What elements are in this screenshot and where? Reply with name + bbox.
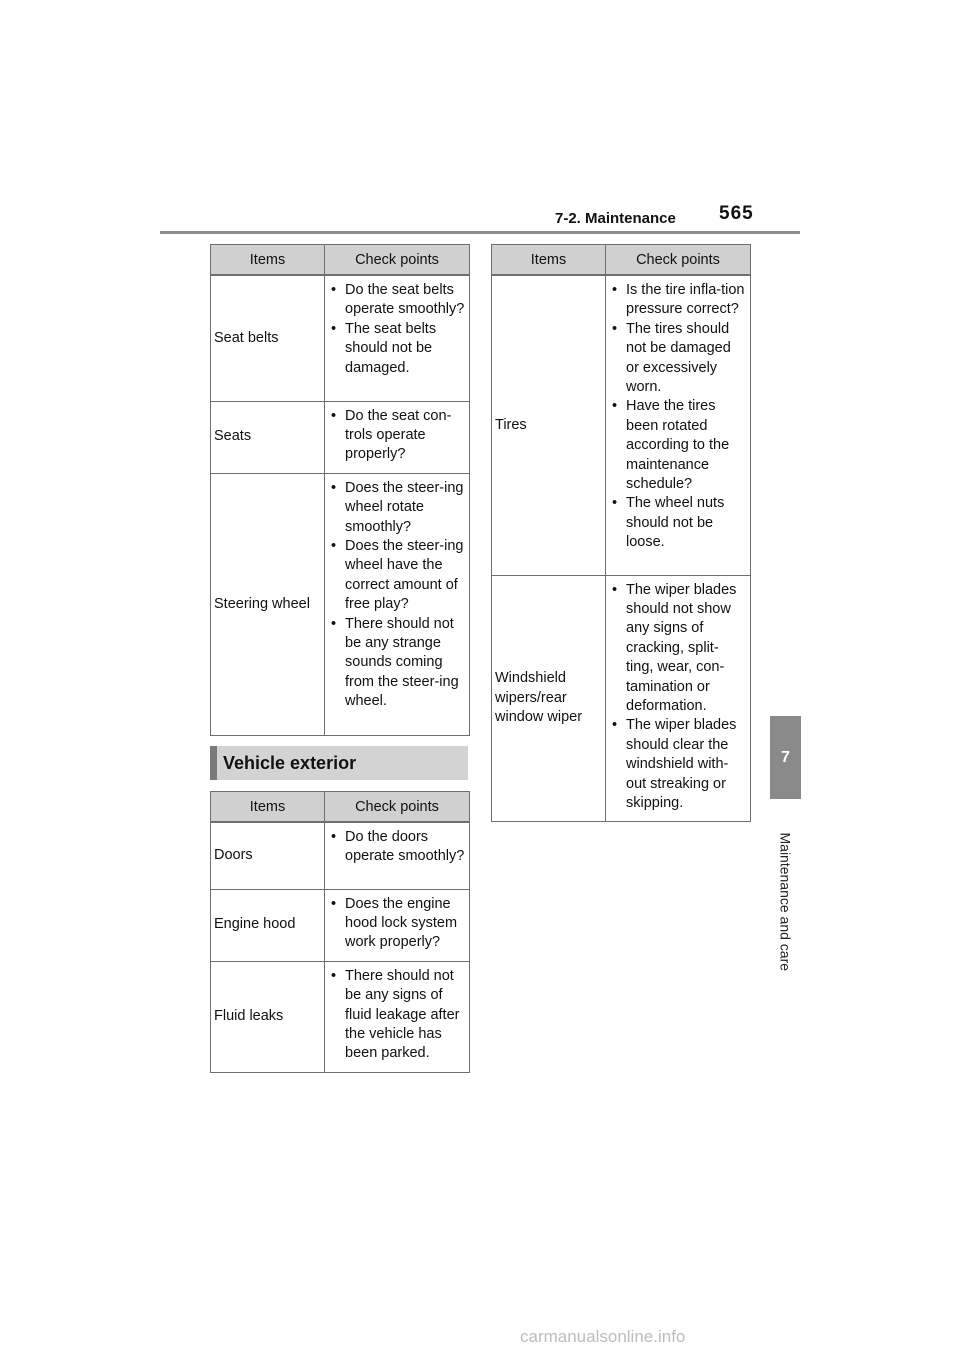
- column-header-items: Items: [211, 245, 325, 276]
- column-header-check-points: Check points: [325, 792, 470, 823]
- check-points-cell: [606, 275, 751, 575]
- item-cell: Windshield wipers/rear window wiper: [492, 575, 606, 822]
- table-row: [211, 822, 470, 889]
- table-row: [492, 275, 751, 575]
- check-point: • Does the engine hood lock system work properly?: [328, 895, 465, 953]
- check-points-cell: [325, 275, 470, 401]
- check-point: • Is the tire infla-tion pressure correct?: [609, 281, 746, 320]
- item-cell: Tires: [492, 275, 606, 575]
- check-point: • Does the steer-ing wheel rotate smoothly?: [328, 479, 465, 537]
- table-header-row: [211, 792, 470, 823]
- table-row: [211, 401, 470, 473]
- check-points-cell: [325, 889, 470, 961]
- vehicle-exterior-heading: Vehicle exterior: [210, 746, 468, 780]
- check-point: • Do the seat con-trols operate properly?: [328, 407, 465, 465]
- check-points-cell: [325, 401, 470, 473]
- check-point: • The wiper blades should clear the windshield with-out streaking or skipping.: [609, 716, 746, 813]
- item-cell: Seat belts: [211, 275, 325, 401]
- check-points-cell: [325, 822, 470, 889]
- check-point: • The tires should not be damaged or excessively worn.: [609, 320, 746, 398]
- check-point: • Have the tires been rotated according to the maintenance schedule?: [609, 397, 746, 494]
- check-point: • The wiper blades should not show any signs of cracking, split-ting, wear, con-tamination or deformation.: [609, 581, 746, 717]
- column-header-check-points: Check points: [325, 245, 470, 276]
- item-cell: Fluid leaks: [211, 961, 325, 1072]
- check-point: • There should not be any strange sounds coming from the steer-ing wheel.: [328, 615, 465, 712]
- item-cell: Seats: [211, 401, 325, 473]
- check-points-cell: [606, 575, 751, 822]
- column-header-items: Items: [492, 245, 606, 276]
- table-row: [211, 889, 470, 961]
- chapter-tab: [770, 716, 801, 799]
- interior-checks-table: [210, 244, 470, 736]
- table-row: [492, 575, 751, 822]
- check-point: • The seat belts should not be damaged.: [328, 320, 465, 378]
- check-point: • Does the steer-ing wheel have the correct amount of free play?: [328, 537, 465, 615]
- item-cell: Steering wheel: [211, 473, 325, 735]
- item-cell: Engine hood: [211, 889, 325, 961]
- section-title: 7-2. Maintenance: [555, 210, 676, 227]
- table-row: [211, 961, 470, 1072]
- check-point: • There should not be any signs of fluid leakage after the vehicle has been parked.: [328, 967, 465, 1064]
- check-points-cell: [325, 961, 470, 1072]
- chapter-number: 7: [781, 748, 790, 766]
- watermark: carmanualsonline.info: [520, 1327, 686, 1346]
- check-point: • Do the doors operate smoothly?: [328, 828, 465, 867]
- page-header: [160, 204, 800, 234]
- table-header-row: [492, 245, 751, 276]
- page-number: 565: [719, 203, 754, 224]
- table-row: [211, 473, 470, 735]
- table-header-row: [211, 245, 470, 276]
- column-header-check-points: Check points: [606, 245, 751, 276]
- exterior-checks-table-continued: [491, 244, 751, 822]
- exterior-checks-table: [210, 791, 470, 1073]
- table-row: [211, 275, 470, 401]
- column-header-items: Items: [211, 792, 325, 823]
- check-point: • Do the seat belts operate smoothly?: [328, 281, 465, 320]
- check-point: • The wheel nuts should not be loose.: [609, 494, 746, 552]
- item-cell: Doors: [211, 822, 325, 889]
- check-points-cell: [325, 473, 470, 735]
- chapter-label: Maintenance and care: [777, 832, 794, 972]
